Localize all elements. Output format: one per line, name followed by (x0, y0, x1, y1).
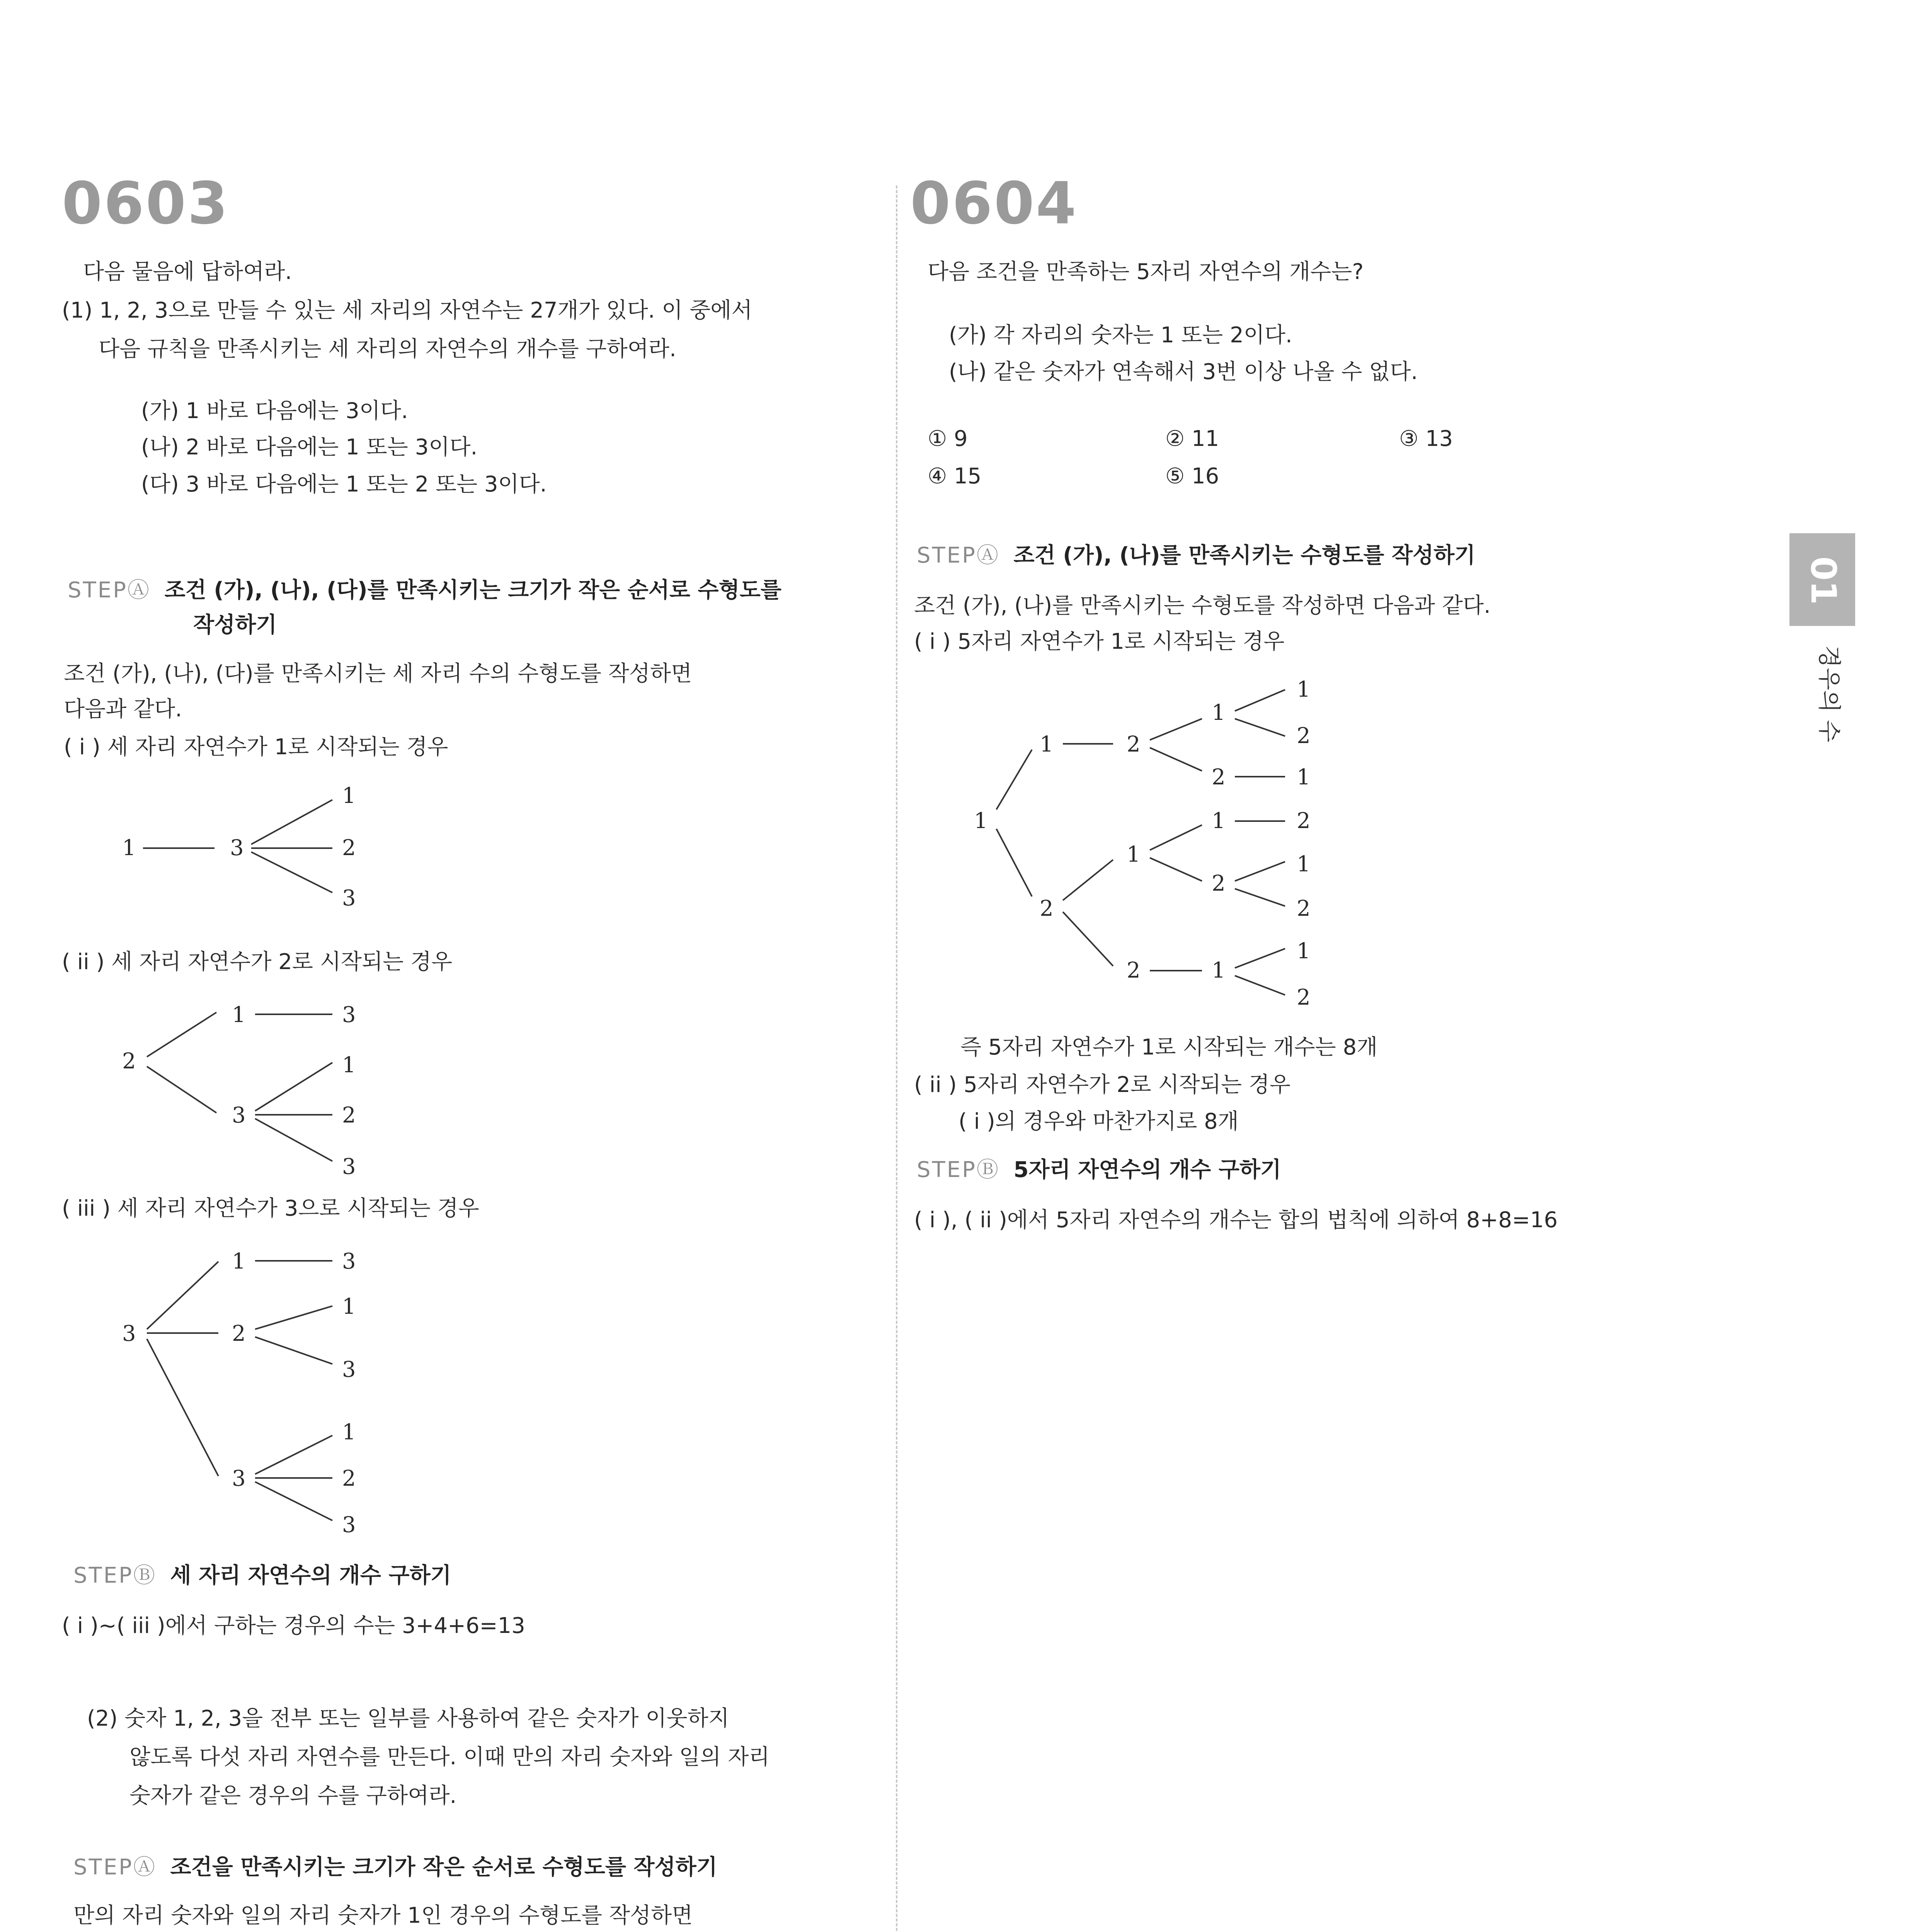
step-badge: Ⓑ (976, 1157, 1000, 1182)
question-1-line-1: (1) 1, 2, 3으로 만들 수 있는 세 자리의 자연수는 27개가 있다. 이 중에서 (62, 298, 752, 323)
tree-node: 2 (1212, 765, 1226, 790)
tree-node: 2 (1127, 958, 1141, 983)
tree-node: 2 (342, 1103, 356, 1128)
tree-node: 2 (1040, 896, 1054, 921)
tree-node: 1 (1127, 842, 1141, 867)
result-1: ( i )~( iii )에서 구하는 경우의 수는 3+4+6=13 (62, 1613, 525, 1638)
tree-node: 3 (342, 1249, 356, 1274)
tree-node: 2 (1297, 723, 1311, 748)
case-3-label: ( iii ) 세 자리 자연수가 3으로 시작되는 경우 (62, 1196, 479, 1221)
count-2-0604: ( i )의 경우와 마찬가지로 8개 (958, 1109, 1239, 1134)
tree-node: 1 (122, 835, 136, 861)
step-badge: Ⓐ (133, 1855, 157, 1880)
chapter-tab-number: 01 (1803, 556, 1844, 605)
question-2-line-1: (2) 숫자 1, 2, 3을 전부 또는 일부를 사용하여 같은 숫자가 이웃하지 (87, 1706, 729, 1731)
description-2-line-1: 만의 자리 숫자와 일의 자리 숫자가 1인 경우의 수형도를 작성하면 (73, 1903, 693, 1928)
step-title: 조건을 만족시키는 크기가 작은 순서로 수형도를 작성하기 (170, 1855, 717, 1880)
step-label: STEP (917, 543, 977, 568)
step-title: 조건 (가), (나)를 만족시키는 수형도를 작성하기 (1013, 543, 1476, 568)
case-2-label-0604: ( ii ) 5자리 자연수가 2로 시작되는 경우 (914, 1072, 1290, 1097)
tree-node: 3 (342, 1357, 356, 1382)
description-1-line-1: 조건 (가), (나), (다)를 만족시키는 세 자리 수의 수형도를 작성하면 (64, 661, 692, 686)
tree-node: 1 (342, 1294, 356, 1319)
chapter-tab-label: 경우의 수 (1815, 645, 1842, 742)
tree-node: 1 (232, 1249, 246, 1274)
step-title: 세 자리 자연수의 개수 구하기 (170, 1563, 451, 1588)
question-1-line-2: 다음 규칙을 만족시키는 세 자리의 자연수의 개수를 구하여라. (99, 337, 676, 362)
step-badge: Ⓐ (127, 578, 151, 603)
tree-node: 3 (232, 1103, 246, 1128)
tree-node: 1 (1212, 808, 1226, 833)
tree-node: 2 (1297, 985, 1311, 1010)
rule-ga: (가) 1 바로 다음에는 3이다. (141, 398, 408, 423)
count-1-0604: 즉 5자리 자연수가 1로 시작되는 개수는 8개 (960, 1035, 1378, 1060)
description-1-line-2: 다음과 같다. (64, 697, 182, 722)
step-b-heading-0604 (917, 1159, 1281, 1181)
tree-node: 3 (342, 1002, 356, 1027)
result-0604: ( i ), ( ii )에서 5자리 자연수의 개수는 합의 법칙에 의하여 8+8=16 (914, 1208, 1558, 1233)
step-label: STEP (73, 1855, 133, 1880)
choice-2: ② 11 (1165, 426, 1219, 451)
problem-number-0604: 0604 (910, 170, 1078, 237)
question-2-line-2: 않도록 다섯 자리 자연수를 만든다. 이때 만의 자리 숫자와 일의 자리 (129, 1745, 770, 1770)
description-0604: 조건 (가), (나)를 만족시키는 수형도를 작성하면 다음과 같다. (914, 593, 1491, 618)
tree-node: 2 (1212, 871, 1226, 896)
tree-node: 1 (1297, 939, 1311, 964)
step-title: 5자리 자연수의 개수 구하기 (1013, 1157, 1282, 1182)
case-1-label-0604: ( i ) 5자리 자연수가 1로 시작되는 경우 (914, 629, 1285, 654)
tree-node: 1 (232, 1002, 246, 1027)
tree-node: 2 (342, 1466, 356, 1491)
tree-node: 3 (342, 886, 356, 911)
tree-node: 2 (1297, 896, 1311, 921)
step-label: STEP (73, 1563, 133, 1588)
tree-node: 1 (974, 808, 988, 833)
tree-node: 1 (342, 1053, 356, 1078)
rule-da: (다) 3 바로 다음에는 1 또는 2 또는 3이다. (141, 472, 547, 497)
tree-node: 3 (342, 1512, 356, 1537)
tree-node: 1 (1297, 852, 1311, 877)
tree-node: 1 (1212, 958, 1226, 983)
step-label: STEP (68, 578, 128, 603)
choice-5: ⑤ 16 (1165, 464, 1219, 489)
problem-number-0603: 0603 (62, 170, 230, 237)
tree-node: 1 (342, 783, 356, 808)
tree-node: 3 (342, 1154, 356, 1179)
tree-node: 1 (1297, 765, 1311, 790)
case-2-label: ( ii ) 세 자리 자연수가 2로 시작되는 경우 (62, 949, 453, 975)
tree-node: 1 (1040, 732, 1054, 757)
step-title-cont: 작성하기 (193, 612, 277, 638)
choice-3: ③ 13 (1399, 426, 1453, 451)
tree-node: 2 (122, 1049, 136, 1074)
tree-node: 1 (342, 1420, 356, 1445)
question-text: 다음 조건을 만족하는 5자리 자연수의 개수는? (928, 259, 1364, 284)
tree-node: 2 (1297, 808, 1311, 833)
intro-text: 다음 물음에 답하여라. (83, 259, 292, 284)
tree-node: 3 (230, 835, 244, 861)
tree-node: 2 (232, 1321, 246, 1346)
choice-4: ④ 15 (928, 464, 982, 489)
question-2-line-3: 숫자가 같은 경우의 수를 구하여라. (129, 1783, 457, 1808)
choice-1: ① 9 (928, 426, 968, 451)
rule-na: (나) 2 바로 다음에는 1 또는 3이다. (141, 435, 478, 460)
tree-node: 1 (1212, 700, 1226, 725)
condition-ga: (가) 각 자리의 숫자는 1 또는 2이다. (949, 323, 1292, 348)
tree-node: 3 (122, 1321, 136, 1346)
tree-node: 3 (232, 1466, 246, 1491)
step-title: 조건 (가), (나), (다)를 만족시키는 크기가 작은 순서로 수형도를 (164, 578, 781, 603)
step-badge: Ⓐ (976, 543, 1000, 568)
step-label: STEP (917, 1157, 977, 1182)
step-badge: Ⓑ (133, 1563, 157, 1588)
condition-na: (나) 같은 숫자가 연속해서 3번 이상 나올 수 없다. (949, 359, 1418, 384)
tree-node: 2 (342, 835, 356, 861)
case-1-label: ( i ) 세 자리 자연수가 1로 시작되는 경우 (64, 735, 448, 760)
tree-node: 1 (1297, 677, 1311, 702)
tree-node: 2 (1127, 732, 1141, 757)
